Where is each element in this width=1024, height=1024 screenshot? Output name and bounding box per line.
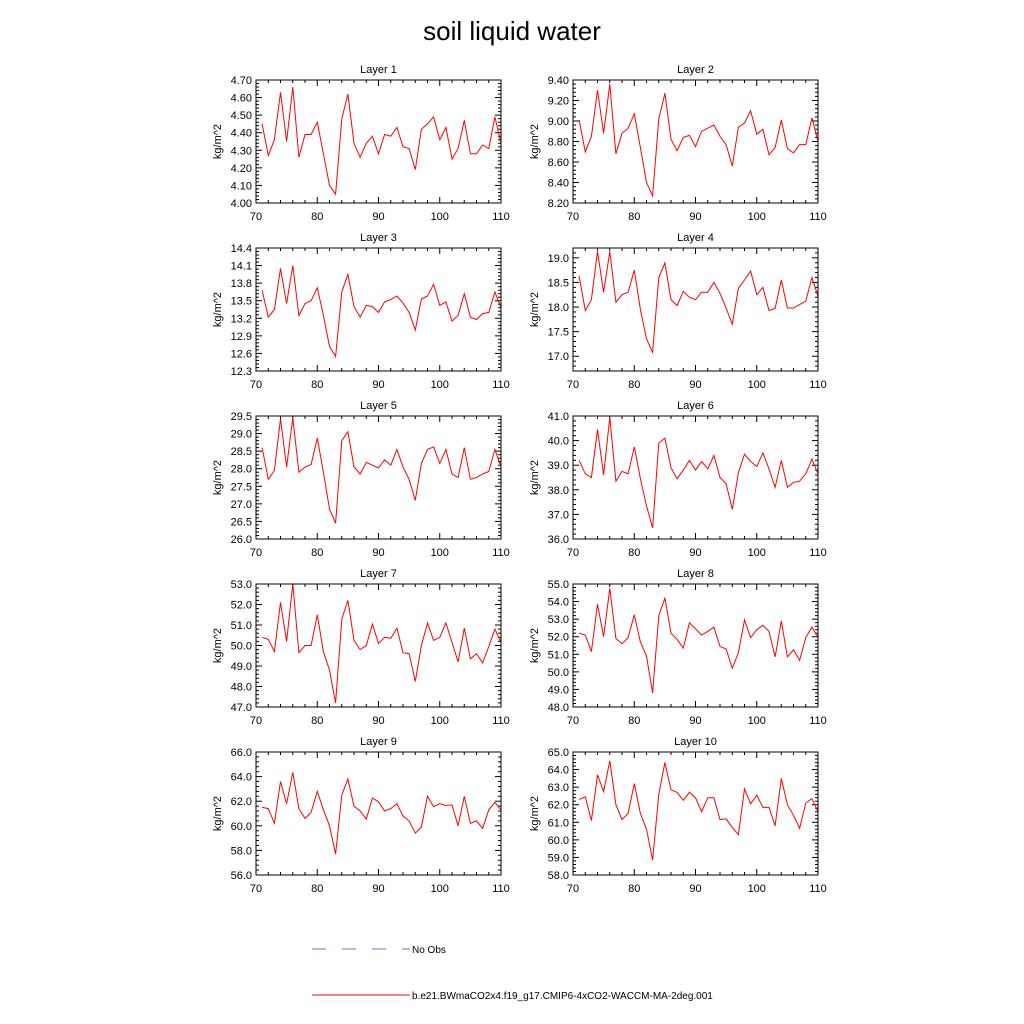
- y-tick-label: 50.0: [230, 640, 252, 653]
- series-line: [262, 584, 501, 703]
- panel-title: Layer 8: [677, 568, 714, 580]
- y-tick-label: 12.3: [230, 366, 252, 378]
- x-tick-label: 70: [566, 883, 580, 895]
- y-axis-label: kg/m^2: [212, 123, 224, 160]
- y-tick-label: 63.0: [547, 782, 569, 795]
- panel-title: Layer 6: [677, 400, 714, 412]
- x-tick-label: 80: [311, 379, 324, 391]
- y-tick-label: 39.0: [547, 460, 569, 473]
- x-tick-label: 90: [689, 211, 702, 223]
- x-tick-label: 80: [628, 547, 641, 559]
- y-axis-label: kg/m^2: [212, 795, 224, 832]
- y-tick-label: 60.0: [547, 834, 569, 847]
- y-tick-label: 51.0: [547, 649, 569, 662]
- x-tick-label: 80: [628, 211, 641, 223]
- y-tick-label: 37.0: [547, 509, 569, 522]
- x-tick-label: 80: [311, 547, 324, 559]
- y-tick-label: 40.0: [547, 435, 569, 448]
- x-tick-label: 100: [747, 715, 766, 727]
- x-tick-label: 110: [492, 547, 510, 559]
- y-tick-label: 56.0: [230, 870, 252, 882]
- y-tick-label: 18.5: [547, 277, 569, 290]
- x-tick-label: 70: [249, 883, 263, 895]
- series-line: [262, 266, 501, 357]
- panel-title: Layer 2: [677, 64, 714, 76]
- y-tick-label: 27.0: [230, 498, 252, 511]
- y-tick-label: 4.10: [230, 180, 252, 193]
- x-tick-label: 110: [492, 715, 510, 727]
- x-tick-label: 70: [566, 547, 580, 559]
- x-tick-label: 70: [566, 715, 580, 727]
- panel-1: [212, 64, 510, 223]
- panel-5: [212, 400, 510, 559]
- y-tick-label: 48.0: [547, 702, 569, 714]
- y-tick-label: 9.00: [547, 116, 569, 128]
- y-axis-label: kg/m^2: [529, 795, 541, 832]
- plot-frame: [256, 752, 501, 875]
- y-tick-label: 53.0: [230, 579, 252, 591]
- x-tick-label: 100: [747, 211, 766, 223]
- panel-title: Layer 10: [674, 736, 717, 748]
- y-tick-label: 53.0: [547, 614, 569, 627]
- y-tick-label: 28.5: [230, 446, 252, 459]
- x-tick-label: 100: [430, 211, 449, 223]
- x-tick-label: 110: [809, 883, 827, 895]
- y-tick-label: 41.0: [547, 411, 569, 423]
- x-tick-label: 100: [430, 379, 449, 391]
- y-tick-label: 8.40: [547, 177, 569, 190]
- y-tick-label: 29.0: [230, 428, 252, 441]
- y-tick-label: 13.2: [230, 313, 252, 326]
- x-tick-label: 110: [492, 883, 510, 895]
- x-tick-label: 80: [311, 211, 324, 223]
- panel-10: [529, 736, 827, 895]
- x-tick-label: 90: [689, 883, 702, 895]
- x-tick-label: 110: [809, 547, 827, 559]
- panel-title: Layer 1: [360, 64, 397, 76]
- plot-frame: [573, 752, 818, 875]
- panel-title: Layer 9: [360, 736, 397, 748]
- x-tick-label: 90: [372, 547, 385, 559]
- y-tick-label: 58.0: [547, 870, 569, 882]
- series-line: [579, 84, 818, 196]
- x-tick-label: 100: [747, 379, 766, 391]
- y-tick-label: 52.0: [547, 631, 569, 644]
- series-line: [579, 588, 818, 693]
- y-tick-label: 9.20: [547, 95, 569, 108]
- y-tick-label: 26.0: [230, 534, 252, 546]
- series-line: [579, 761, 818, 860]
- y-tick-label: 27.5: [230, 481, 252, 494]
- plot-frame: [256, 584, 501, 707]
- y-tick-label: 9.40: [547, 75, 569, 87]
- y-tick-label: 51.0: [230, 620, 252, 632]
- panel-title: Layer 3: [360, 232, 397, 244]
- y-tick-label: 17.5: [547, 326, 569, 339]
- x-tick-label: 90: [372, 715, 385, 727]
- y-tick-label: 66.0: [230, 747, 252, 759]
- panel-2: [529, 64, 827, 223]
- x-tick-label: 100: [747, 883, 766, 895]
- legend-model-label: b.e21.BWmaCO2x4.f19_g17.CMIP6-4xCO2-WACCM-MA-2deg.001: [412, 991, 713, 1002]
- y-axis-label: kg/m^2: [529, 627, 541, 664]
- y-tick-label: 13.8: [230, 278, 252, 291]
- y-tick-label: 4.30: [230, 145, 252, 158]
- y-tick-label: 19.0: [547, 252, 569, 265]
- x-tick-label: 70: [249, 547, 263, 559]
- plot-frame: [573, 584, 818, 707]
- y-tick-label: 14.4: [230, 243, 252, 255]
- series-line: [262, 87, 501, 194]
- panel-title: Layer 4: [677, 232, 714, 244]
- x-tick-label: 70: [566, 379, 580, 391]
- plot-frame: [256, 416, 501, 539]
- y-tick-label: 58.0: [230, 845, 252, 858]
- x-tick-label: 70: [566, 211, 580, 223]
- y-axis-label: kg/m^2: [212, 459, 224, 496]
- x-tick-label: 70: [249, 379, 263, 391]
- x-tick-label: 100: [430, 715, 449, 727]
- y-tick-label: 52.0: [230, 599, 252, 612]
- y-tick-label: 4.50: [230, 110, 252, 123]
- y-tick-label: 12.9: [230, 330, 252, 343]
- y-tick-label: 4.20: [230, 162, 252, 175]
- y-tick-label: 4.40: [230, 127, 252, 140]
- y-tick-label: 60.0: [230, 820, 252, 833]
- y-tick-label: 54.0: [547, 596, 569, 609]
- y-tick-label: 14.1: [230, 260, 252, 273]
- y-tick-label: 61.0: [547, 817, 569, 830]
- y-tick-label: 12.6: [230, 348, 252, 361]
- series-line: [579, 251, 818, 352]
- y-tick-label: 47.0: [230, 702, 252, 714]
- plot-frame: [573, 80, 818, 203]
- x-tick-label: 100: [430, 883, 449, 895]
- y-axis-label: kg/m^2: [212, 291, 224, 328]
- y-axis-label: kg/m^2: [529, 123, 541, 160]
- y-axis-label: kg/m^2: [529, 291, 541, 328]
- panel-title: Layer 5: [360, 400, 397, 412]
- figure-title: soil liquid water: [423, 16, 601, 46]
- panel-9: [212, 736, 510, 895]
- y-tick-label: 49.0: [230, 661, 252, 673]
- panel-3: [212, 232, 510, 391]
- panel-title: Layer 7: [360, 568, 397, 580]
- series-line: [579, 417, 818, 528]
- x-tick-label: 70: [249, 211, 263, 223]
- x-tick-label: 110: [809, 379, 827, 391]
- y-tick-label: 8.20: [547, 198, 569, 210]
- x-tick-label: 90: [372, 379, 385, 391]
- panel-8: [529, 568, 827, 727]
- panel-7: [212, 568, 510, 727]
- y-tick-label: 64.0: [230, 771, 252, 784]
- x-tick-label: 80: [628, 715, 641, 727]
- y-tick-label: 18.0: [547, 302, 569, 315]
- plot-frame: [256, 80, 501, 203]
- legend-no-obs-label: No Obs: [412, 945, 446, 956]
- y-tick-label: 49.0: [547, 684, 569, 697]
- y-tick-label: 62.0: [547, 799, 569, 812]
- y-tick-label: 26.5: [230, 516, 252, 529]
- y-tick-label: 13.5: [230, 295, 252, 308]
- legend: [312, 945, 713, 1002]
- y-tick-label: 65.0: [547, 747, 569, 759]
- x-tick-label: 90: [372, 883, 385, 895]
- plot-frame: [573, 248, 818, 371]
- x-tick-label: 100: [747, 547, 766, 559]
- x-tick-label: 90: [689, 715, 702, 727]
- y-tick-label: 64.0: [547, 764, 569, 777]
- x-tick-label: 90: [372, 211, 385, 223]
- y-tick-label: 36.0: [547, 534, 569, 546]
- y-tick-label: 38.0: [547, 484, 569, 497]
- x-tick-label: 90: [689, 547, 702, 559]
- y-tick-label: 8.80: [547, 136, 569, 149]
- y-tick-label: 48.0: [230, 681, 252, 694]
- y-tick-label: 4.60: [230, 92, 252, 105]
- y-tick-label: 8.60: [547, 157, 569, 169]
- y-tick-label: 17.0: [547, 351, 569, 364]
- x-tick-label: 110: [492, 379, 510, 391]
- panel-6: [529, 400, 827, 559]
- y-tick-label: 59.0: [547, 852, 569, 865]
- y-tick-label: 28.0: [230, 463, 252, 476]
- x-tick-label: 110: [809, 211, 827, 223]
- y-tick-label: 62.0: [230, 796, 252, 809]
- panels: [212, 64, 827, 895]
- y-tick-label: 4.70: [230, 75, 252, 87]
- x-tick-label: 80: [311, 883, 324, 895]
- x-tick-label: 110: [809, 715, 827, 727]
- plot-frame: [573, 416, 818, 539]
- y-tick-label: 29.5: [230, 411, 252, 423]
- x-tick-label: 80: [311, 715, 324, 727]
- y-tick-label: 50.0: [547, 666, 569, 679]
- x-tick-label: 80: [628, 883, 641, 895]
- series-line: [262, 772, 501, 854]
- y-tick-label: 4.00: [230, 198, 252, 210]
- series-line: [262, 418, 501, 523]
- x-tick-label: 80: [628, 379, 641, 391]
- y-axis-label: kg/m^2: [529, 459, 541, 496]
- x-tick-label: 100: [430, 547, 449, 559]
- panel-4: [529, 232, 827, 391]
- x-tick-label: 110: [492, 211, 510, 223]
- y-tick-label: 55.0: [547, 579, 569, 591]
- x-tick-label: 90: [689, 379, 702, 391]
- y-axis-label: kg/m^2: [212, 627, 224, 664]
- x-tick-label: 70: [249, 715, 263, 727]
